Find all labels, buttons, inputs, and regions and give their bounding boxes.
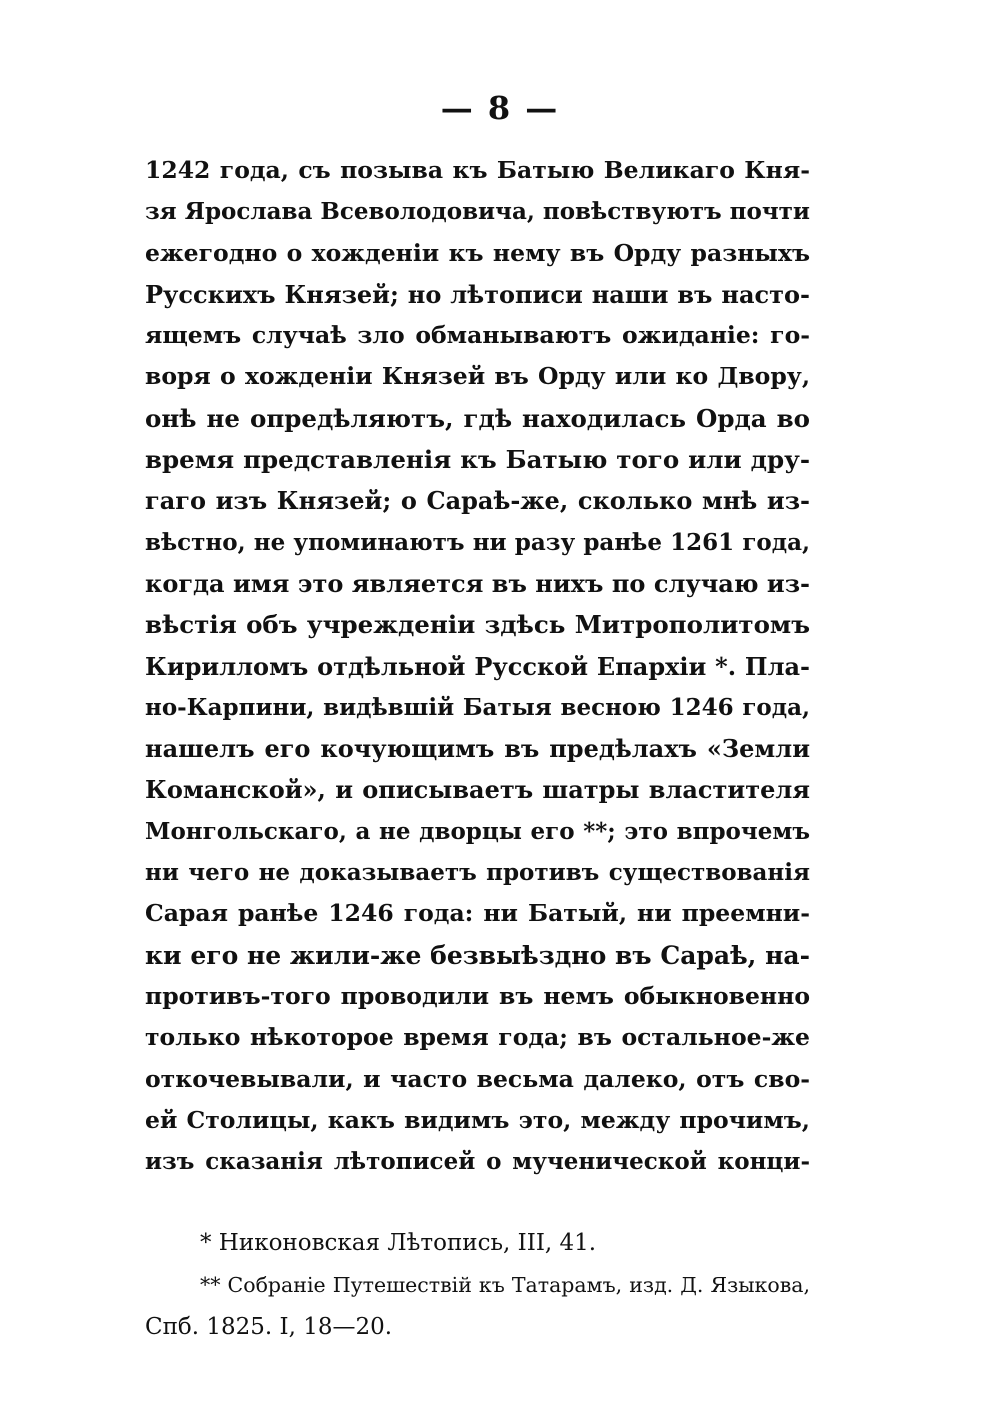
text-line: противъ-того проводили въ немъ обыкновенно bbox=[145, 981, 810, 1010]
text-line: ей Столицы, какъ видимъ это, между прочимъ, bbox=[145, 1105, 810, 1134]
footnote-2-continuation: Спб. 1825. I, 18—20. bbox=[145, 1314, 393, 1340]
text-line: ни чего не доказываетъ противъ существованія bbox=[145, 859, 810, 887]
footnote-1: * Никоновская Лѣтопись, III, 41. bbox=[200, 1230, 597, 1256]
text-line: Русскихъ Князей; но лѣтописи наши въ насто- bbox=[145, 279, 810, 309]
text-line: откочевывали, и часто весьма далеко, отъ сво- bbox=[145, 1064, 810, 1093]
text-line: нашелъ его кочующимъ въ предѣлахъ «Земли bbox=[145, 734, 810, 764]
text-line: воря о хожденіи Князей въ Орду или ко Двору, bbox=[145, 362, 810, 391]
text-line: Кирилломъ отдѣльной Русской Епархіи *. Пла- bbox=[145, 651, 810, 681]
text-line: ежегодно о хожденіи къ нему въ Орду разныхъ bbox=[145, 238, 810, 267]
text-line: вѣстія объ учрежденіи здѣсь Митрополитомъ bbox=[145, 610, 810, 640]
footnotes bbox=[145, 1222, 810, 1348]
text-line: Сарая ранѣе 1246 года: ни Батый, ни преемни- bbox=[145, 899, 810, 928]
text-line: Монгольскаго, а не дворцы его **; это впрочемъ bbox=[145, 817, 810, 845]
text-line: изъ сказанія лѣтописей о мученической конци- bbox=[145, 1148, 810, 1176]
text-line: время представленія къ Батыю того или дру- bbox=[145, 445, 810, 475]
text-line: 1242 года, съ позыва къ Батыю Великаго Кня- bbox=[145, 156, 810, 184]
text-line: когда имя это является въ нихъ по случаю из- bbox=[145, 568, 810, 598]
text-line: вѣстно, не упоминаютъ ни разу ранѣе 1261 года, bbox=[145, 528, 810, 556]
text-line: гаго изъ Князей; о Сараѣ-же, сколько мнѣ из- bbox=[145, 486, 810, 516]
page-number: — 8 — bbox=[440, 89, 560, 127]
text-line: онѣ не опредѣляютъ, гдѣ находилась Орда во bbox=[145, 403, 810, 433]
text-line: ки его не жили-же безвыѣздно въ Сараѣ, на- bbox=[145, 940, 810, 970]
body-text bbox=[145, 150, 810, 1182]
text-line: ящемъ случаѣ зло обманываютъ ожиданіе: го- bbox=[145, 321, 810, 350]
footnote-2: ** Собраніе Путешествій къ Татарамъ, изд. Д. Языкова, bbox=[200, 1273, 810, 1297]
text-line: но-Карпини, видѣвшій Батыя весною 1246 года, bbox=[145, 693, 810, 721]
text-line: зя Ярослава Всеволодовича, повѣствуютъ почти bbox=[145, 198, 810, 226]
text-line: только нѣкоторое время года; въ остальное-же bbox=[145, 1023, 810, 1052]
text-line: Команской», и описываетъ шатры властителя bbox=[145, 775, 810, 805]
